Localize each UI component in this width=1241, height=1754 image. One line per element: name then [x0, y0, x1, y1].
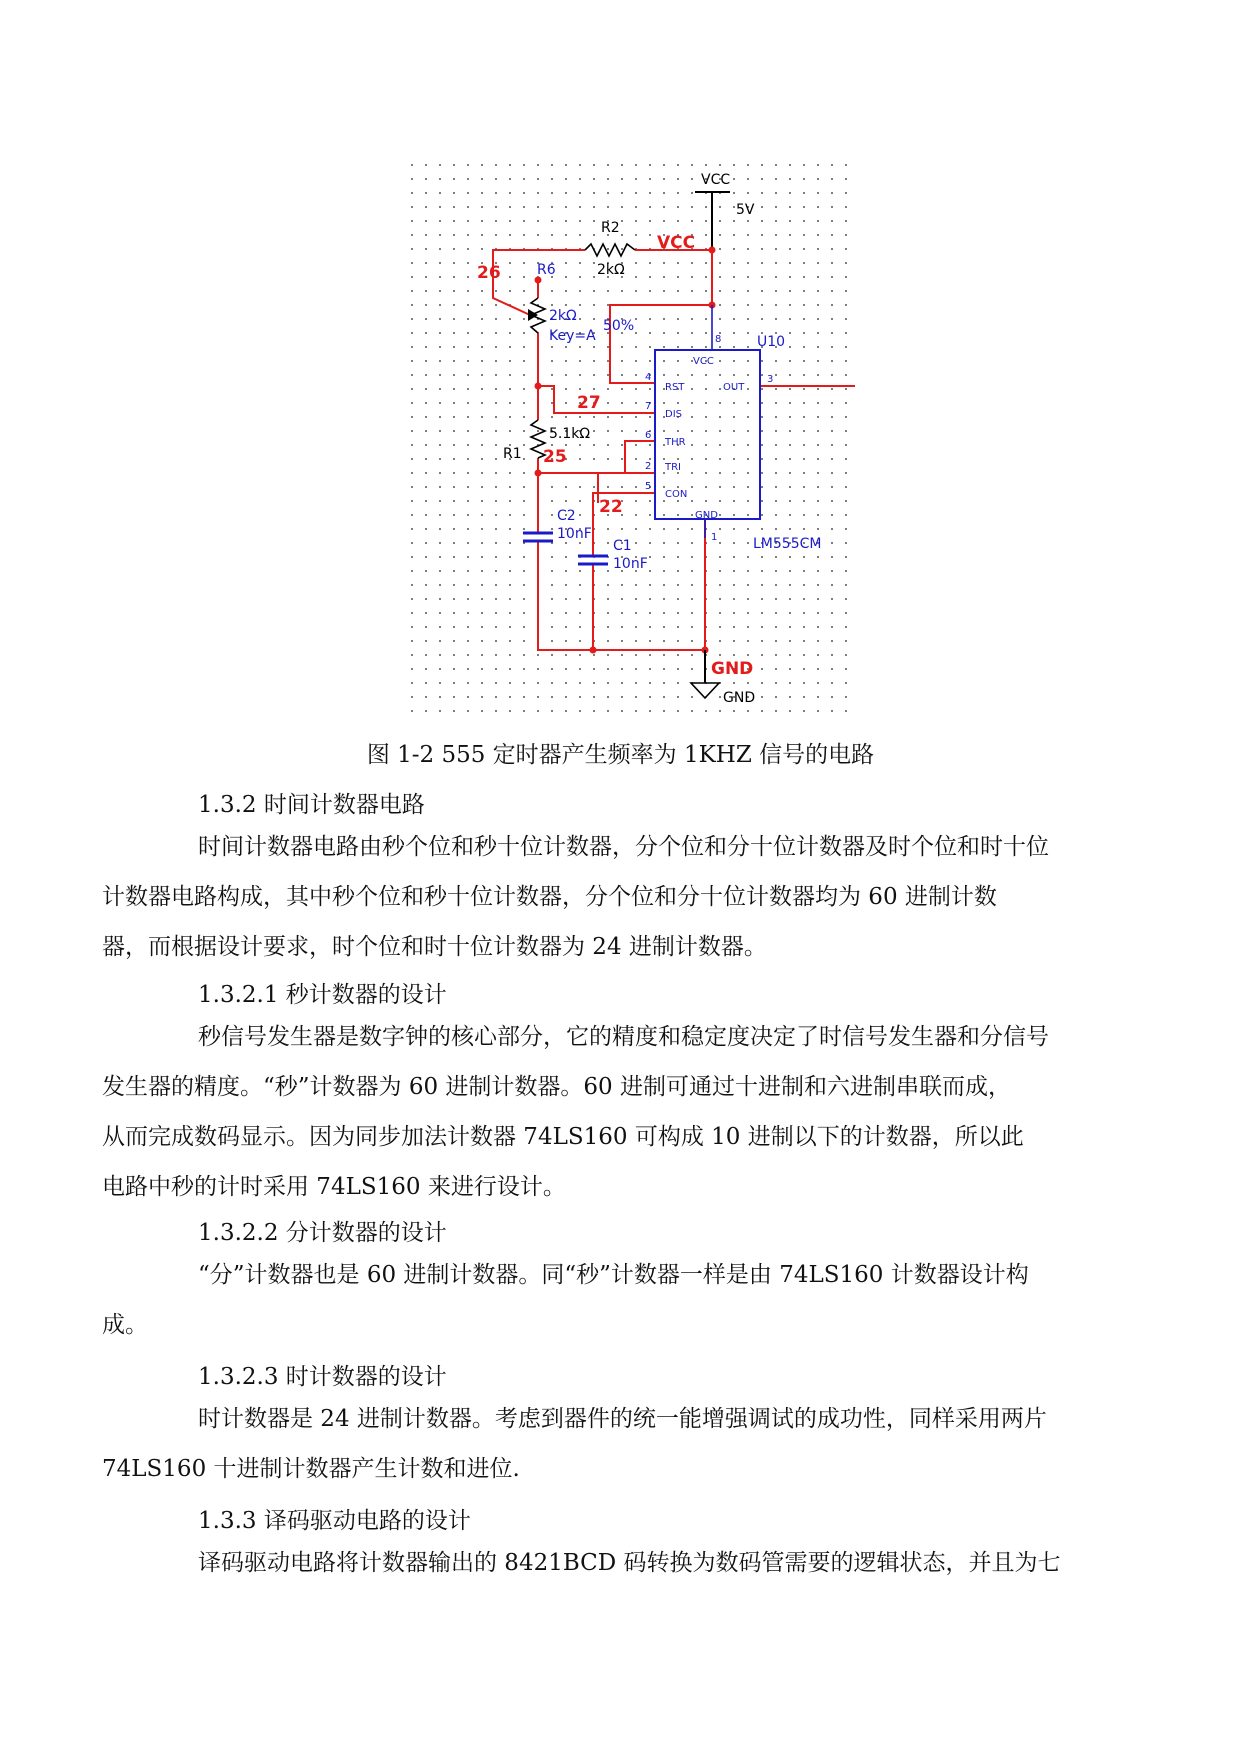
paragraph-line: 从而完成数码显示。因为同步加法计数器 74LS160 可构成 10 进制以下的计数器，所以此	[102, 1124, 1024, 1150]
section-1-3-2-3-body	[102, 1394, 1125, 1494]
ic-part: LM555CM	[753, 536, 822, 552]
circuit-schematic	[405, 158, 855, 723]
section-1-3-2-2-heading: 1.3.2.2 分计数器的设计	[198, 1220, 447, 1246]
section-1-3-2-1-heading: 1.3.2.1 秒计数器的设计	[198, 982, 447, 1008]
pin-label-tri: TRI	[665, 462, 682, 473]
r2-name: R2	[601, 220, 620, 236]
c2-name: C2	[557, 508, 576, 524]
r6-name: R6	[537, 262, 556, 278]
section-1-3-3-body	[150, 1538, 1125, 1588]
vcc-supply-label: VCC	[701, 172, 731, 188]
r2-value: 2kΩ	[597, 262, 625, 278]
pin-label-vcc: VCC	[693, 356, 714, 367]
paragraph-line: “分”计数器也是 60 进制计数器。同“秒”计数器一样是由 74LS160 计数器设计构	[198, 1262, 1029, 1288]
pin-number-1: 1	[711, 532, 718, 543]
pin-number-4: 4	[645, 372, 652, 383]
net-25-label: 25	[543, 447, 567, 467]
c2-value: 10nF	[557, 526, 592, 542]
pin-label-thr: THR	[665, 437, 686, 448]
c1-name: C1	[613, 538, 632, 554]
section-1-3-2-3-heading: 1.3.2.3 时计数器的设计	[198, 1364, 447, 1390]
pin-label-con: CON	[665, 489, 688, 500]
paragraph-line: 74LS160 十进制计数器产生计数和进位.	[102, 1456, 520, 1482]
pin-number-8: 8	[715, 334, 722, 345]
pin-number-5: 5	[645, 481, 652, 492]
pin-label-dis: DIS	[665, 409, 682, 420]
pin-label-gnd: GND	[695, 510, 718, 521]
pin-number-3: 3	[767, 374, 774, 385]
gnd-symbol-label: GND	[723, 690, 756, 706]
paragraph-line: 计数器电路构成，其中秒个位和秒十位计数器，分个位和分十位计数器均为 60 进制计数	[102, 884, 997, 910]
section-1-3-2-1-body	[102, 1012, 1125, 1212]
gnd-net-label: GND	[711, 659, 754, 679]
net-26-label: 26	[477, 263, 501, 283]
paragraph-line: 电路中秒的计时采用 74LS160 来进行设计。	[102, 1174, 566, 1200]
paragraph-line: 发生器的精度。“秒”计数器为 60 进制计数器。60 进制可通过十进制和六进制串联而成，	[102, 1074, 1011, 1100]
r1-name: R1	[503, 446, 522, 462]
paragraph-line: 译码驱动电路将计数器输出的 8421BCD 码转换为数码管需要的逻辑状态，并且为七	[198, 1550, 1061, 1576]
ic-refdes: U10	[757, 334, 786, 350]
pin-number-7: 7	[645, 401, 652, 412]
c1-value: 10nF	[613, 556, 648, 572]
figure-caption: 图 1-2 555 定时器产生频率为 1KHZ 信号的电路	[366, 742, 875, 768]
r6-key: Key=A	[549, 328, 596, 344]
pin-number-6: 6	[645, 430, 652, 441]
r6-percent: 50%	[603, 318, 635, 334]
pin-label-rst: RST	[665, 382, 685, 393]
section-1-3-2-heading: 1.3.2 时间计数器电路	[198, 792, 425, 818]
paragraph-line: 秒信号发生器是数字钟的核心部分，它的精度和稳定度决定了时信号发生器和分信号	[198, 1024, 1049, 1050]
vcc-net-label: VCC	[657, 233, 696, 253]
section-1-3-3-heading: 1.3.3 译码驱动电路的设计	[198, 1508, 471, 1534]
r1-value: 5.1kΩ	[549, 426, 591, 442]
paragraph-line: 时计数器是 24 进制计数器。考虑到器件的统一能增强调试的成功性，同样采用两片	[198, 1406, 1047, 1432]
paragraph-line: 成。	[102, 1312, 148, 1338]
paragraph-line: 器，而根据设计要求，时个位和时十位计数器为 24 进制计数器。	[102, 934, 767, 960]
pin-label-out: OUT	[723, 382, 745, 393]
pin-number-2: 2	[645, 461, 652, 472]
section-1-3-2-body	[102, 822, 1125, 972]
net-22-label: 22	[599, 497, 623, 517]
five-volt-label: 5V	[736, 202, 755, 218]
section-1-3-2-2-body	[102, 1250, 1125, 1350]
paragraph-line: 时间计数器电路由秒个位和秒十位计数器，分个位和分十位计数器及时个位和时十位	[198, 834, 1049, 860]
net-27-label: 27	[577, 393, 601, 413]
r6-value: 2kΩ	[549, 308, 577, 324]
